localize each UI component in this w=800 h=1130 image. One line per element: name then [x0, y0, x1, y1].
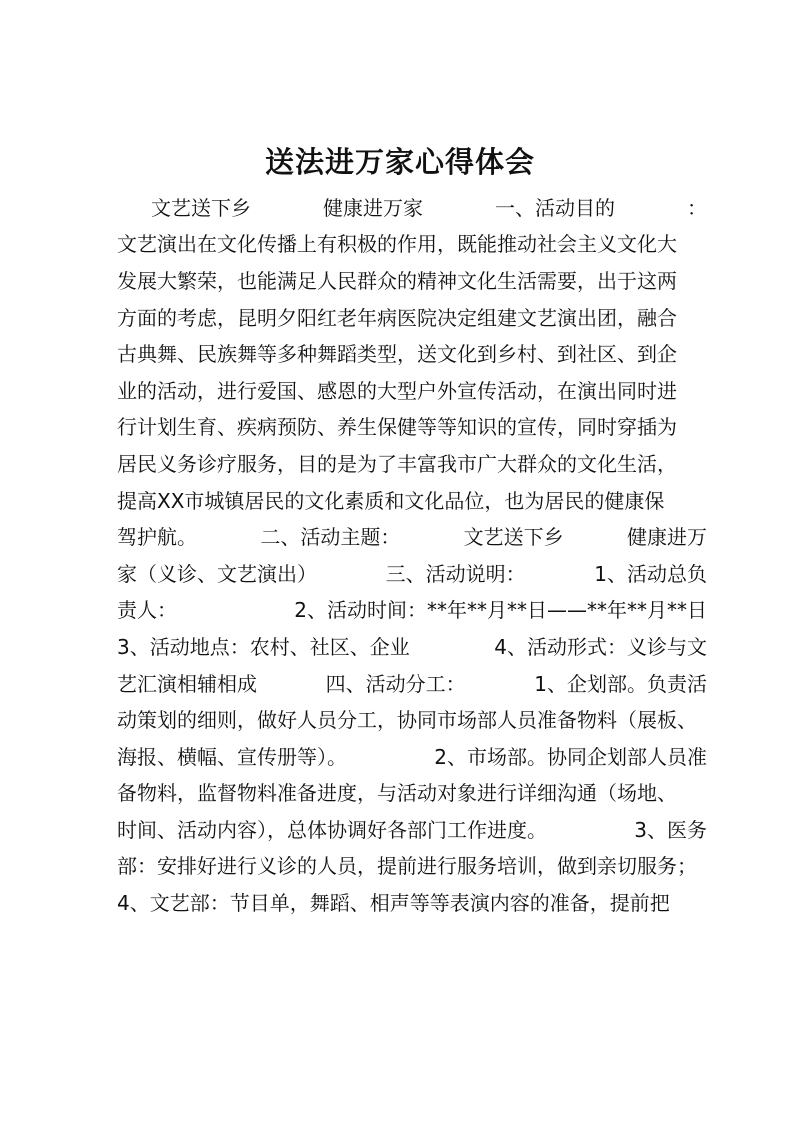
- text-segment: 4、活动形式：义诊与文: [494, 634, 707, 659]
- text-segment: 健康进万: [626, 525, 707, 550]
- text-segment: 二、活动主题：: [260, 525, 401, 550]
- body-line: [117, 810, 707, 847]
- text-segment: 时间、活动内容），总体协调好各部门工作进度。: [117, 817, 547, 842]
- text-segment: 方面的考虑，昆明夕阳红老年病医院决定组建文艺演出团，融合: [117, 305, 677, 330]
- text-segment: 一、活动目的: [495, 195, 615, 220]
- body-line: [117, 481, 707, 518]
- body-line: [117, 517, 707, 554]
- body-line: [117, 774, 707, 811]
- body-line: [117, 261, 707, 298]
- text-segment: 责人：: [117, 598, 177, 623]
- text-segment: 2、活动时间：**年**月**日——**年**月**日: [294, 598, 707, 623]
- document-body: [117, 188, 707, 920]
- document-title: 送法进万家心得体会: [264, 145, 535, 179]
- body-line: [117, 188, 707, 225]
- body-line: [117, 847, 707, 884]
- text-segment: 3、活动地点：农村、社区、企业: [117, 634, 410, 659]
- body-line: [117, 334, 707, 371]
- text-segment: 古典舞、民族舞等多种舞蹈类型，送文化到乡村、到社区、到企: [117, 342, 677, 367]
- body-line: [117, 371, 707, 408]
- text-segment: 文艺送下乡: [463, 525, 564, 550]
- text-segment: 居民义务诊疗服务，目的是为了丰富我市广大群众的文化生活，: [117, 451, 677, 476]
- text-segment: 2、市场部。协同企划部人员准: [434, 744, 707, 769]
- text-segment: 艺汇演相辅相成: [117, 671, 257, 696]
- body-line: [117, 627, 707, 664]
- body-line: [117, 883, 707, 920]
- text-segment: 发展大繁荣，也能满足人民群众的精神文化生活需要，出于这两: [117, 268, 677, 293]
- text-segment: ：: [687, 195, 707, 220]
- text-segment: 业的活动，进行爱国、感恩的大型户外宣传活动，在演出同时进: [117, 378, 677, 403]
- body-line: [117, 700, 707, 737]
- text-segment: 3、医务: [634, 817, 707, 842]
- text-segment: 备物料，监督物料准备进度，与活动对象进行详细沟通（场地、: [117, 781, 677, 806]
- body-line: [117, 444, 707, 481]
- body-line: [117, 408, 707, 445]
- text-segment: 动策划的细则，做好人员分工，协同市场部人员准备物料（展板、: [117, 708, 697, 733]
- text-segment: 1、活动总负: [594, 561, 707, 586]
- text-segment: 文艺演出在文化传播上有积极的作用，既能推动社会主义文化大: [117, 232, 677, 257]
- body-line: [117, 591, 707, 628]
- body-line: [117, 664, 707, 701]
- body-line: [117, 225, 707, 262]
- text-segment: 海报、横幅、宣传册等）。: [117, 744, 347, 769]
- body-line: [117, 554, 707, 591]
- text-segment: 健康进万家: [323, 195, 423, 220]
- text-segment: 四、活动分工：: [325, 671, 466, 696]
- body-line: [117, 298, 707, 335]
- text-segment: 驾护航。: [117, 525, 197, 550]
- text-segment: 部：安排好进行义诊的人员，提前进行服务培训，做到亲切服务；: [117, 854, 697, 879]
- text-segment: 三、活动说明：: [385, 561, 526, 586]
- text-segment: 行计划生育、疾病预防、养生保健等等知识的宣传，同时穿插为: [117, 415, 677, 440]
- text-segment: 文艺送下乡: [151, 195, 251, 220]
- text-segment: 提高XX市城镇居民的文化素质和文化品位，也为居民的健康保: [117, 488, 665, 513]
- text-segment: 家（义诊、文艺演出）: [117, 561, 317, 586]
- text-segment: 4、文艺部：节目单，舞蹈、相声等等表演内容的准备，提前把: [117, 891, 670, 916]
- text-segment: 1、企划部。负责活: [534, 671, 707, 696]
- body-line: [117, 737, 707, 774]
